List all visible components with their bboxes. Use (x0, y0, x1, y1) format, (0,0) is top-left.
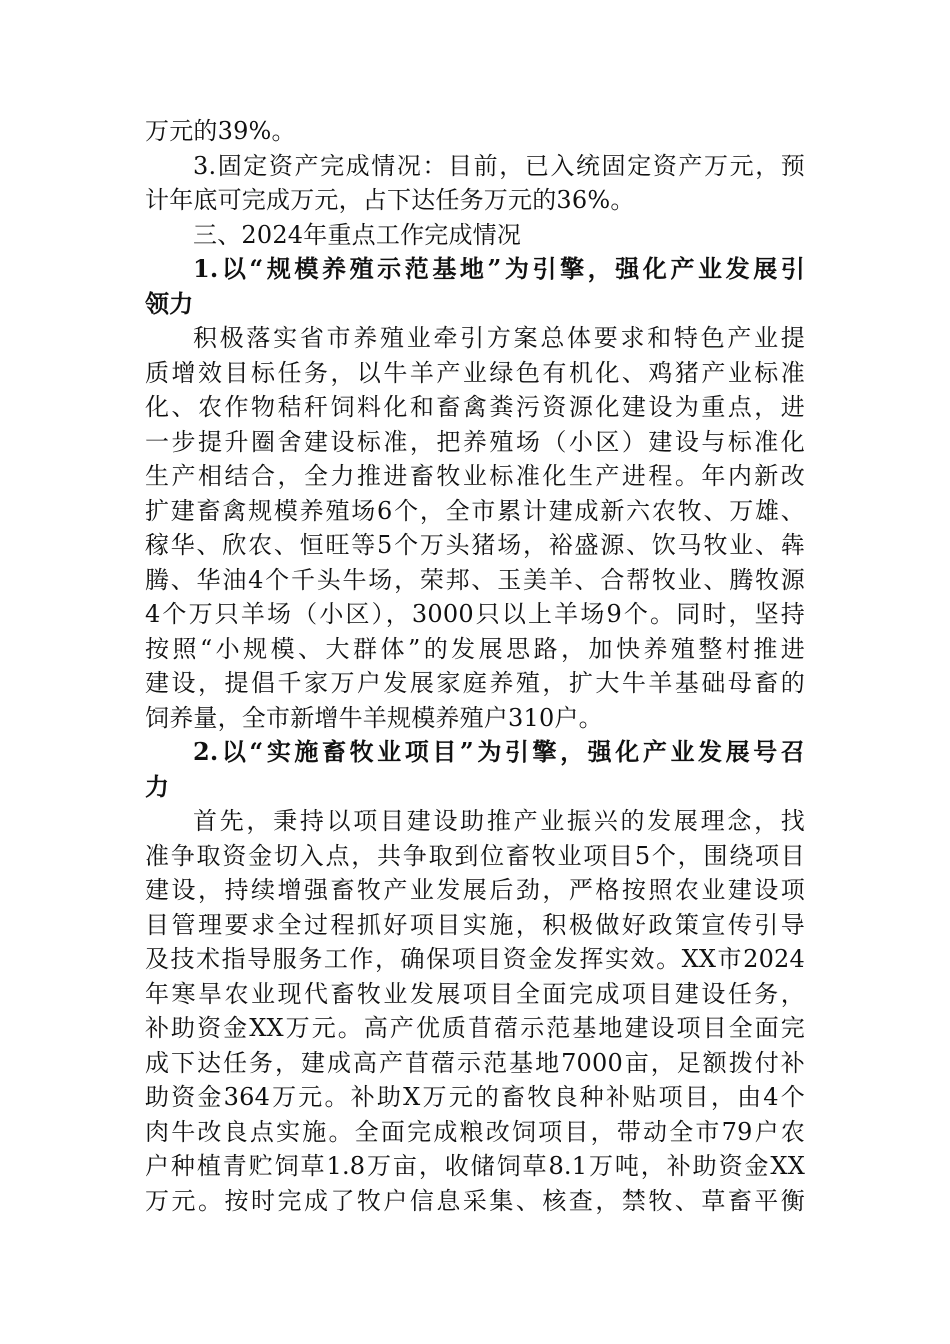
text-line: 按照“小规模、大群体”的发展思路，加快养殖整村推进 (145, 634, 805, 663)
paragraph-continuation (145, 114, 805, 149)
subheading-line: 力 (145, 771, 170, 801)
text-line: 腾、华油4个千头牛场，荣邦、玉美羊、合帮牧业、腾牧源 (145, 565, 805, 594)
text-line: 扩建畜禽规模养殖场6个，全市累计建成新六农牧、万雄、 (145, 496, 805, 525)
text-line: 一步提升圈舍建设标准，把养殖场（小区）建设与标准化 (145, 427, 805, 456)
text-line: 万元。按时完成了牧户信息采集、核查，禁牧、草畜平衡 (145, 1186, 805, 1215)
text-line: 户种植青贮饲草1.8万亩，收储饲草8.1万吨，补助资金XX (145, 1152, 805, 1180)
section-heading (145, 218, 805, 253)
paragraph-body-1 (145, 321, 805, 735)
text-line: 万元的39%。 (145, 117, 296, 145)
subheading-1 (145, 252, 805, 321)
text-line: 建设，持续增强畜牧产业发展后劲，严格按照农业建设项 (145, 876, 805, 904)
text-line: 目管理要求全过程抓好项目实施，积极做好政策宣传引导 (145, 910, 805, 939)
subheading-line: 2.以“实施畜牧业项目”为引擎，强化产业发展号召 (193, 737, 805, 766)
document-page (145, 114, 805, 1218)
text-line: 及技术指导服务工作，确保项目资金发挥实效。XX市2024 (145, 945, 805, 973)
text-line: 3.固定资产完成情况：目前，已入统固定资产万元，预 (193, 151, 805, 180)
paragraph-fixed-assets (145, 149, 805, 218)
text-line: 成下达任务，建成高产苜蓿示范基地7000亩，足额拨付补 (145, 1048, 805, 1077)
text-line: 肉牛改良点实施。全面完成粮改饲项目，带动全市79户农 (145, 1117, 805, 1146)
text-line: 积极落实省市养殖业牵引方案总体要求和特色产业提 (193, 324, 805, 352)
text-line: 4个万只羊场（小区），3000只以上羊场9个。同时，坚持 (145, 600, 805, 628)
heading-line: 三、2024年重点工作完成情况 (193, 220, 522, 249)
text-line: 年寒旱农业现代畜牧业发展项目全面完成项目建设任务， (145, 979, 805, 1008)
subheading-line: 1.以“规模养殖示范基地”为引擎，强化产业发展引 (193, 254, 805, 283)
subheading-2 (145, 735, 805, 804)
subheading-line: 领力 (145, 288, 194, 318)
text-line: 生产相结合，全力推进畜牧业标准化生产进程。年内新改 (145, 462, 805, 490)
text-line: 质增效目标任务，以牛羊产业绿色有机化、鸡猪产业标准 (145, 358, 805, 387)
text-line: 饲养量，全市新增牛羊规模养殖户310户。 (145, 703, 603, 732)
paragraph-body-2 (145, 804, 805, 1218)
text-line: 计年底可完成万元，占下达任务万元的36%。 (145, 186, 635, 214)
text-line: 建设，提倡千家万户发展家庭养殖，扩大牛羊基础母畜的 (145, 669, 805, 697)
text-line: 首先，秉持以项目建设助推产业振兴的发展理念，找 (193, 807, 805, 835)
text-line: 稼华、欣农、恒旺等5个万头猪场，裕盛源、饮马牧业、犇 (145, 531, 805, 559)
text-line: 补助资金XX万元。高产优质苜蓿示范基地建设项目全面完 (145, 1014, 805, 1042)
text-line: 助资金364万元。补助X万元的畜牧良种补贴项目，由4个 (145, 1083, 805, 1111)
text-line: 化、农作物秸秆饲料化和畜禽粪污资源化建设为重点，进 (145, 393, 805, 421)
text-line: 准争取资金切入点，共争取到位畜牧业项目5个，围绕项目 (145, 841, 805, 870)
